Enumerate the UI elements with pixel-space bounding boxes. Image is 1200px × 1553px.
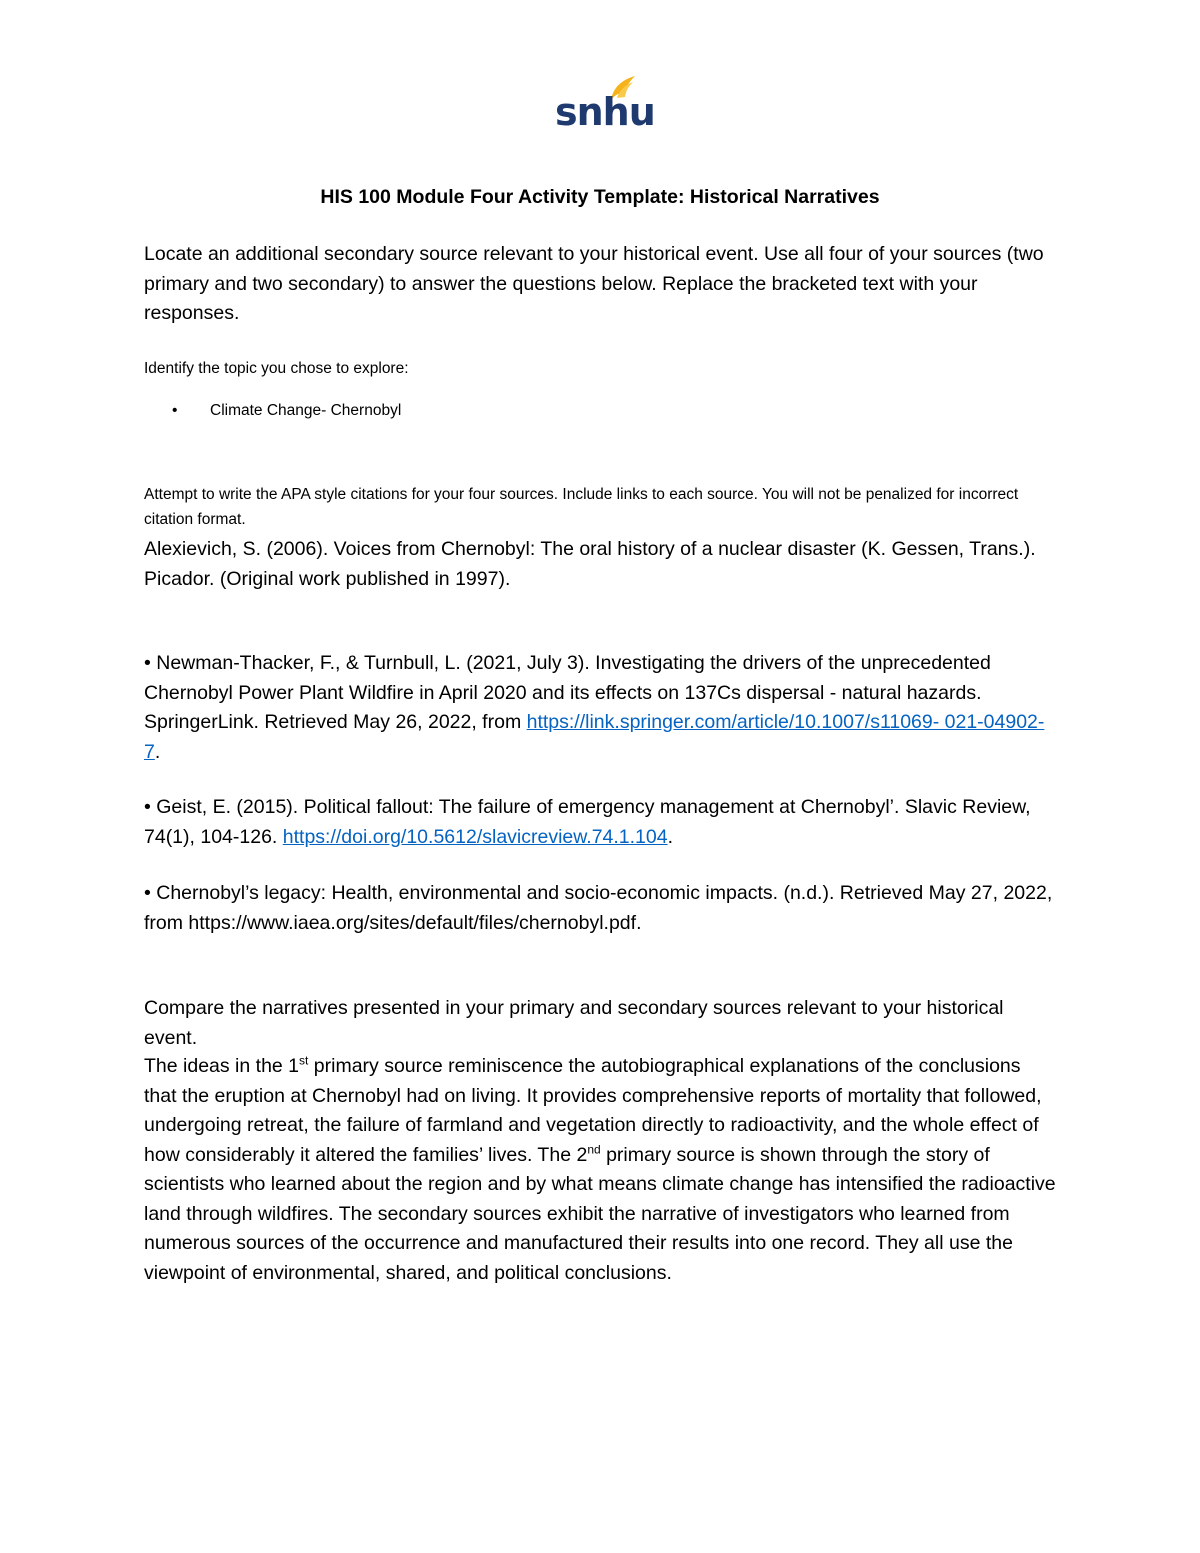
snhu-logo	[555, 74, 655, 134]
citation-2-text: • Newman-Thacker, F., & Turnbull, L. (2021, July 3). Investigating the drivers of the unprecedented Chernobyl Power Plant Wildfire in April 2020 and its effects on 137Cs dispersal - natural hazards. SpringerLink. Retrieved May 26, 2022, from	[144, 652, 991, 733]
citation-1: Alexievich, S. (2006). Voices from Chernobyl: The oral history of a nuclear disaster (K. Gessen, Trans.). Picador. (Original work published in 1997).	[144, 538, 1036, 590]
citation-3	[144, 793, 1056, 852]
answer-part-3: primary source is shown through the story of scientists who learned about the region and by what means climate change has intensified the radioactive land through wildfires. The secondary sources exhibit the narrative of investigators who learned from numerous sources of the occurrence and manufactured their results into one record. They all use the viewpoint of environmental, shared, and political conclusions.	[144, 1143, 1056, 1284]
citation-2-link[interactable]: https://link.springer.com/article/10.1007/s11069- 021-04902-7	[144, 711, 1045, 763]
citation-4: • Chernobyl’s legacy: Health, environmental and socio-economic impacts. (n.d.). Retrieved May 27, 2022, from https://www.iaea.org/sites/default/files/chernobyl.pdf.	[144, 882, 1053, 934]
document-title: HIS 100 Module Four Activity Template: Historical Narratives	[320, 186, 880, 208]
citations-prompt: Attempt to write the APA style citations for your four sources. Include links to each source. You will not be penalized for incorrect citation format.	[144, 486, 1019, 528]
citation-2-end: .	[154, 740, 161, 763]
bullet-icon: •	[172, 402, 178, 419]
ordinal-superscript-2: nd	[587, 1142, 601, 1156]
compare-prompt: Compare the narratives presented in your primary and secondary sources relevant to your historical event.	[144, 997, 1004, 1049]
compare-answer	[144, 1052, 1056, 1288]
citation-3-end: .	[667, 825, 674, 848]
topic-answer: Climate Change- Chernobyl	[210, 402, 402, 419]
citation-2	[144, 649, 1056, 767]
citation-3-link[interactable]: https://doi.org/10.5612/slavicreview.74.1.104	[282, 825, 668, 848]
ordinal-superscript-1: st	[299, 1053, 309, 1068]
logo-wordmark: snhu	[555, 90, 655, 134]
citation-3-text: • Geist, E. (2015). Political fallout: The failure of emergency management at Chernobyl’. Slavic Review, 74(1), 104-126.	[144, 796, 1031, 848]
intro-paragraph: Locate an additional secondary source relevant to your historical event. Use all four of your sources (two primary and two secondary) to answer the questions below. Replace the bracketed text with your responses.	[144, 243, 1044, 324]
topic-bullet-item	[172, 398, 401, 423]
answer-part-1: The ideas in the 1	[144, 1055, 300, 1077]
topic-prompt: Identify the topic you chose to explore:	[144, 360, 409, 377]
answer-part-2: primary source reminiscence the autobiographical explanations of the conclusions that the eruption at Chernobyl had on living. It provides comprehensive reports of mortality that followed, undergoing retreat, the failure of farmland and vegetation directly to radioactivity, and the whole effect of how considerably it altered the families’ lives. The 2	[144, 1055, 1042, 1166]
